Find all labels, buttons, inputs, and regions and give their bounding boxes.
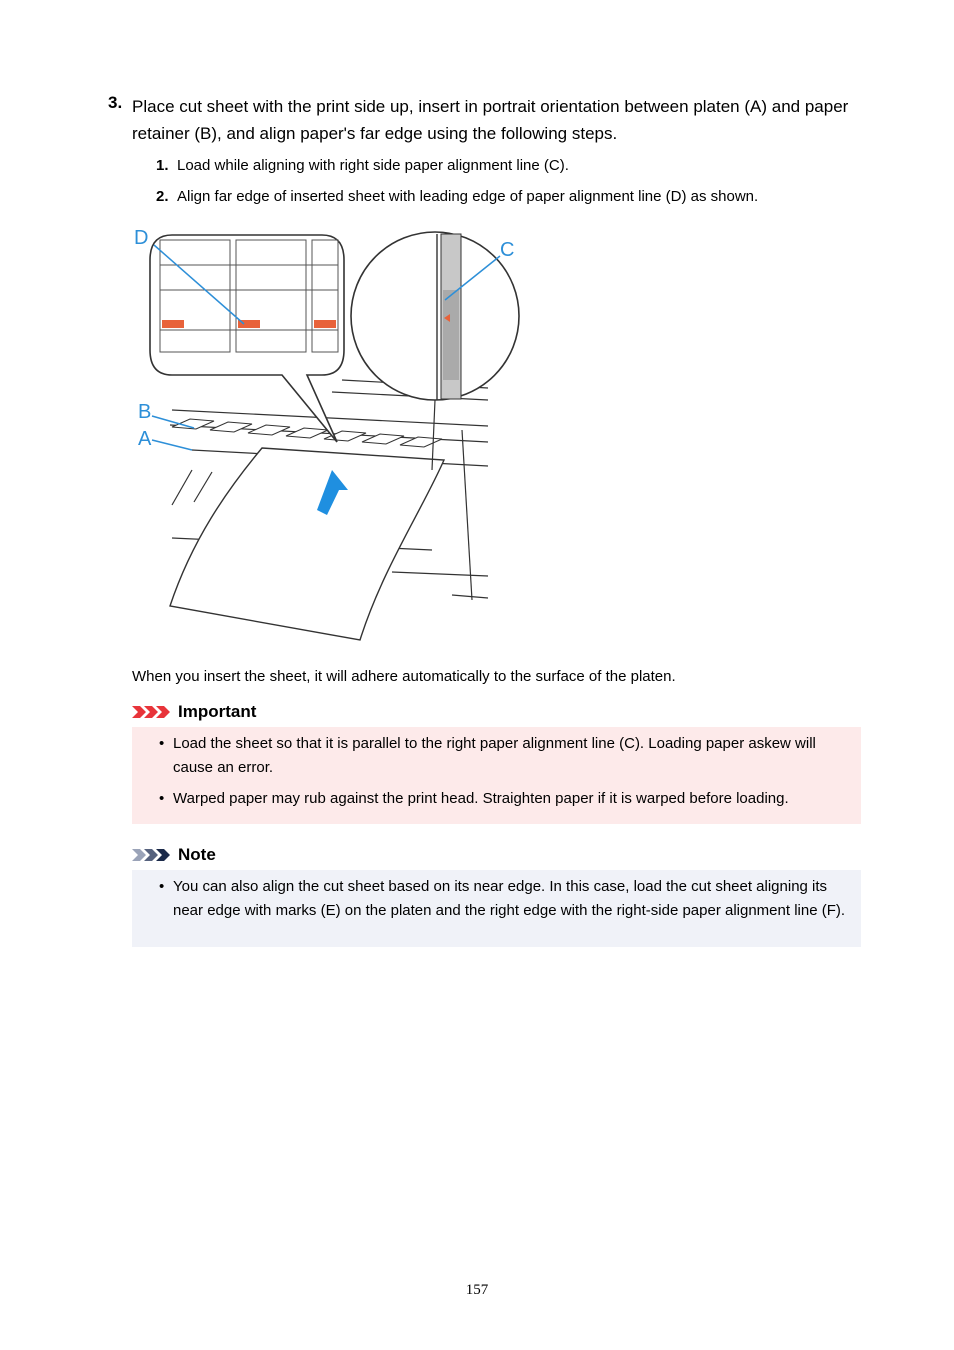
figure-caption: When you insert the sheet, it will adhere automatically to the surface of the platen.: [132, 668, 676, 685]
note-item-text: You can also align the cut sheet based on its near edge. In this case, load the cut sheet aligning its near edge with marks (E) on the platen and the right edge with the right-side paper alignment line (F).: [173, 878, 846, 919]
triple-chevron-icon: [132, 704, 172, 720]
label-c: C: [500, 239, 515, 261]
substep-number: 1.: [156, 157, 169, 174]
substep-text: Align far edge of inserted sheet with leading edge of paper alignment line (D) as shown.: [177, 188, 759, 205]
important-header: [132, 700, 256, 724]
list-item: [132, 875, 847, 923]
bullet-dot: •: [159, 790, 165, 807]
substep-text: Load while aligning with right side paper alignment line (C).: [177, 157, 569, 174]
page-number: 157: [465, 1282, 489, 1298]
step-text: Place cut sheet with the print side up, insert in portrait orientation between platen (A) and paper retainer (B), and align paper's far edge using the following steps.: [132, 97, 849, 143]
triple-chevron-icon: [132, 847, 172, 863]
label-d: D: [134, 227, 149, 249]
platen-illustration: [132, 220, 528, 648]
note-title: Note: [178, 845, 216, 864]
bullet-dot: •: [159, 878, 165, 895]
label-a: A: [138, 428, 152, 450]
important-title: Important: [178, 702, 257, 721]
note-box: [132, 870, 861, 947]
note-header: [132, 843, 216, 867]
important-item-text: Load the sheet so that it is parallel to the right paper alignment line (C). Loading paper askew will cause an error.: [173, 735, 816, 776]
list-item: [132, 732, 847, 780]
label-b: B: [138, 401, 152, 423]
bullet-dot: •: [159, 735, 165, 752]
list-item: [132, 787, 847, 811]
important-box: [132, 727, 861, 824]
substep-number: 2.: [156, 188, 169, 205]
important-item-text: Warped paper may rub against the print head. Straighten paper if it is warped before loading.: [173, 790, 789, 807]
step-number: 3.: [108, 93, 123, 112]
